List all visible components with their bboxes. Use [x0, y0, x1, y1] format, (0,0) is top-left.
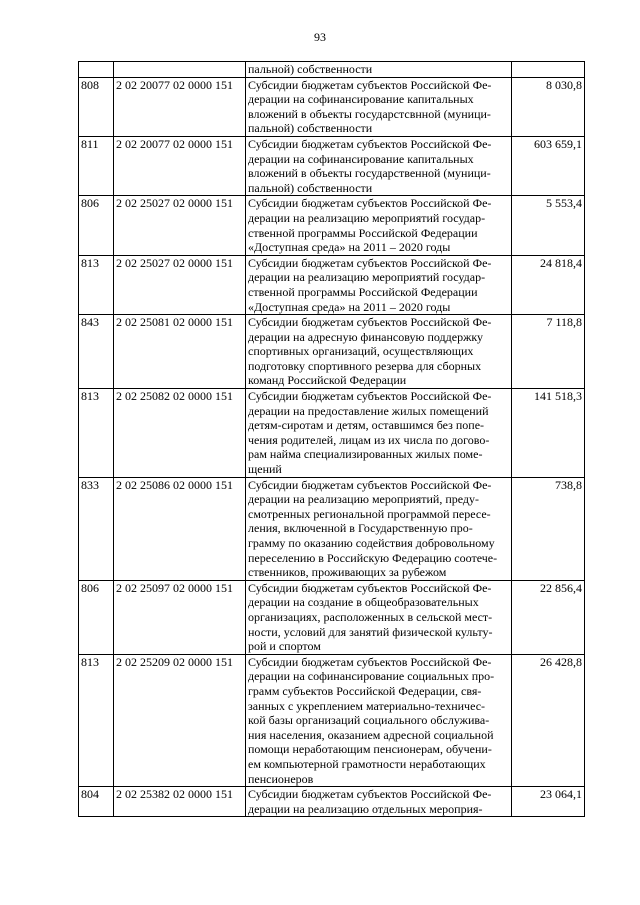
- amount-cell: 7 118,8: [512, 315, 585, 389]
- revenue-name-line: дерации на создание в общеобразовательных: [248, 595, 479, 610]
- amount-cell: 22 856,4: [512, 580, 585, 654]
- revenue-name-cell: [246, 787, 512, 817]
- revenue-name-line: щений: [248, 462, 282, 477]
- admin-code-cell: 813: [79, 654, 114, 786]
- amount-cell: 603 659,1: [512, 136, 585, 195]
- revenue-name-line: кой базы организаций социального обслужива-: [248, 713, 490, 728]
- revenue-name-line: детям-сиротам и детям, оставшимся без попе-: [248, 418, 485, 433]
- table-row: [79, 77, 585, 136]
- revenue-name-line: занных с укреплением материально-техничес-: [248, 698, 486, 713]
- revenue-name-cell: [246, 136, 512, 195]
- amount-cell: 23 064,1: [512, 787, 585, 817]
- revenue-name-line: Субсидии бюджетам субъектов Российской Фе-: [248, 196, 492, 211]
- revenue-name-line: дерации на реализацию отдельных мероприя-: [248, 801, 483, 816]
- revenue-name-line: ности, условий для занятий физической культу-: [248, 624, 493, 639]
- table-row: [79, 580, 585, 654]
- admin-code-cell: 833: [79, 477, 114, 580]
- budget-classification-code-cell: 2 02 25209 02 0000 151: [114, 654, 246, 786]
- revenue-name-line: Субсидии бюджетам субъектов Российской Фе-: [248, 255, 492, 270]
- revenue-name-line: «Доступная среда» на 2011 – 2020 годы: [248, 240, 451, 255]
- table-row: [79, 654, 585, 786]
- revenue-name-line: Субсидии бюджетам субъектов Российской Фе-: [248, 315, 492, 330]
- budget-classification-code-cell: 2 02 25027 02 0000 151: [114, 196, 246, 255]
- table-row: [79, 62, 585, 78]
- revenue-name-line: Субсидии бюджетам субъектов Российской Фе-: [248, 580, 492, 595]
- revenue-name-line: грамму по оказанию содействия добровольному: [248, 536, 495, 550]
- amount-cell: 5 553,4: [512, 196, 585, 255]
- revenue-name-line: переселению в Российскую Федерацию соотече-: [248, 550, 498, 565]
- admin-code-cell: 806: [79, 196, 114, 255]
- admin-code-cell: [79, 62, 114, 78]
- budget-classification-code-cell: 2 02 25086 02 0000 151: [114, 477, 246, 580]
- revenue-name-line: грамм субъектов Российской Федерации, свя-: [248, 683, 482, 698]
- revenue-name-line: смотренных региональной программой пересе-: [248, 506, 491, 521]
- table-row: [79, 255, 585, 314]
- amount-cell: 24 818,4: [512, 255, 585, 314]
- table-row: [79, 136, 585, 195]
- table-body: [79, 62, 585, 817]
- revenue-name-line: дерации на реализацию мероприятий государ-: [248, 270, 486, 285]
- revenue-name-line: вложений в объекты государстсвнной (муници-: [248, 106, 491, 121]
- revenue-name-line: чения родителей, лицам из их числа по догово-: [248, 432, 490, 447]
- revenue-name-line: пальной) собственности: [248, 180, 373, 195]
- revenue-name-line: Субсидии бюджетам субъектов Российской Фе-: [248, 654, 492, 669]
- revenue-name-line: дерации на софинансирование социальных про-: [248, 669, 495, 684]
- revenue-name-cell: [246, 62, 512, 78]
- revenue-name-line: пальной) собственности: [248, 62, 373, 76]
- revenue-name-line: дерации на адресную финансовую поддержку: [248, 329, 484, 344]
- admin-code-cell: 811: [79, 136, 114, 195]
- budget-table: [78, 61, 585, 817]
- revenue-name-line: Субсидии бюджетам субъектов Российской Фе-: [248, 477, 492, 492]
- table-row: [79, 315, 585, 389]
- table-row: [79, 477, 585, 580]
- revenue-name-cell: [246, 196, 512, 255]
- revenue-name-cell: [246, 477, 512, 580]
- revenue-name-cell: [246, 654, 512, 786]
- revenue-name-line: организациях, расположенных в сельской мест-: [248, 609, 493, 624]
- revenue-name-line: Субсидии бюджетам субъектов Российской Фе-: [248, 787, 492, 802]
- budget-classification-code-cell: [114, 62, 246, 78]
- budget-classification-code-cell: 2 02 25027 02 0000 151: [114, 255, 246, 314]
- revenue-name-line: дерации на софинансирование капитальных: [248, 92, 474, 107]
- revenue-name-line: рой и спортом: [248, 639, 321, 654]
- revenue-name-line: рам найма специализированных жилых поме-: [248, 447, 483, 462]
- budget-classification-code-cell: 2 02 25081 02 0000 151: [114, 315, 246, 389]
- revenue-name-line: спортивных организаций, осуществляющих: [248, 344, 474, 359]
- admin-code-cell: 806: [79, 580, 114, 654]
- revenue-name-line: ственников, проживающих за рубежом: [248, 565, 447, 580]
- revenue-name-line: вложений в объекты государственной (муници-: [248, 166, 491, 181]
- revenue-name-line: помощи неработающим пенсионерам, обучени-: [248, 742, 492, 757]
- budget-classification-code-cell: 2 02 20077 02 0000 151: [114, 77, 246, 136]
- revenue-name-line: ния населения, оказанием адресной социальной: [248, 727, 494, 742]
- revenue-name-line: ственной программы Российской Федерации: [248, 284, 478, 299]
- budget-classification-code-cell: 2 02 20077 02 0000 151: [114, 136, 246, 195]
- revenue-name-line: дерации на софинансирование капитальных: [248, 151, 474, 166]
- revenue-name-line: дерации на предоставление жилых помещений: [248, 403, 489, 418]
- admin-code-cell: 804: [79, 787, 114, 817]
- revenue-name-line: команд Российской Федерации: [248, 373, 407, 388]
- revenue-name-cell: [246, 580, 512, 654]
- page-number: 93: [314, 30, 326, 44]
- revenue-name-line: ления, включенной в Государственную про-: [248, 521, 473, 536]
- table-row: [79, 196, 585, 255]
- budget-classification-code-cell: 2 02 25082 02 0000 151: [114, 389, 246, 478]
- revenue-name-cell: [246, 77, 512, 136]
- revenue-name-cell: [246, 315, 512, 389]
- admin-code-cell: 808: [79, 77, 114, 136]
- amount-cell: 738,8: [512, 477, 585, 580]
- table-row: [79, 787, 585, 817]
- amount-cell: 8 030,8: [512, 77, 585, 136]
- admin-code-cell: 813: [79, 255, 114, 314]
- amount-cell: 141 518,3: [512, 389, 585, 478]
- admin-code-cell: 813: [79, 389, 114, 478]
- revenue-name-line: ственной программы Российской Федерации: [248, 225, 478, 240]
- revenue-name-line: подготовку спортивного резерва для сборных: [248, 358, 482, 373]
- revenue-name-line: пальной) собственности: [248, 121, 373, 136]
- revenue-name-line: Субсидии бюджетам субъектов Российской Фе-: [248, 389, 492, 404]
- amount-cell: [512, 62, 585, 78]
- revenue-name-cell: [246, 389, 512, 478]
- amount-cell: 26 428,8: [512, 654, 585, 786]
- revenue-name-line: пенсионеров: [248, 771, 314, 786]
- revenue-name-line: ем компьютерной грамотности неработающих: [248, 756, 486, 771]
- revenue-name-line: Субсидии бюджетам субъектов Российской Фе-: [248, 136, 492, 151]
- admin-code-cell: 843: [79, 315, 114, 389]
- budget-classification-code-cell: 2 02 25382 02 0000 151: [114, 787, 246, 817]
- revenue-name-line: Субсидии бюджетам субъектов Российской Фе-: [248, 77, 492, 92]
- table-row: [79, 389, 585, 478]
- budget-classification-code-cell: 2 02 25097 02 0000 151: [114, 580, 246, 654]
- revenue-name-line: дерации на реализацию мероприятий, преду-: [248, 492, 480, 507]
- revenue-name-line: «Доступная среда» на 2011 – 2020 годы: [248, 299, 451, 314]
- revenue-name-cell: [246, 255, 512, 314]
- revenue-name-line: дерации на реализацию мероприятий государ-: [248, 210, 486, 225]
